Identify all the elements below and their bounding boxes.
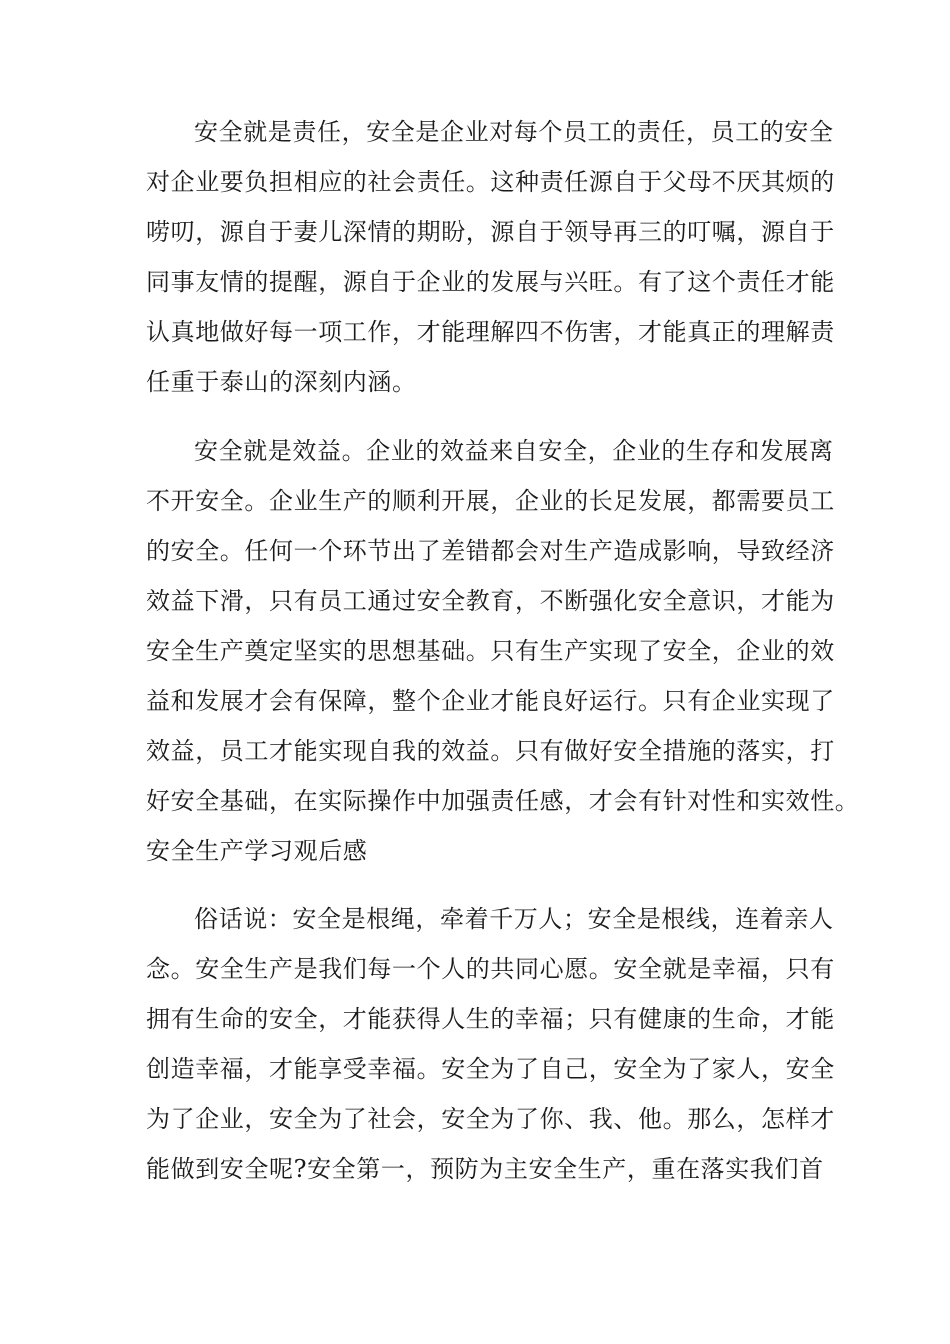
paragraph-1-line-2: 对企业要负担相应的社会责任。这种责任源自于父母不厌其烦的 [146,168,835,196]
paragraph-1-line-3: 唠叨，源自于妻儿深情的期盼，源自于领导再三的叮嘱，源自于 [146,218,835,246]
paragraph-2-line-2: 不开安全。企业生产的顺利开展，企业的长足发展，都需要员工 [146,487,835,515]
paragraph-1-line-4: 同事友情的提醒，源自于企业的发展与兴旺。有了这个责任才能 [146,268,835,296]
paragraph-2-line-3: 的安全。任何一个环节出了差错都会对生产造成影响，导致经济 [146,537,835,565]
paragraph-2-line-5: 安全生产奠定坚实的思想基础。只有生产实现了安全，企业的效 [146,637,835,665]
paragraph-3-line-2: 念。安全生产是我们每一个人的共同心愿。安全就是幸福，只有 [146,955,835,983]
paragraph-2-line-4: 效益下滑，只有员工通过安全教育，不断强化安全意识，才能为 [146,587,835,615]
paragraph-3-line-1: 俗话说：安全是根绳，牵着千万人；安全是根线，连着亲人 [194,905,834,933]
paragraph-2-line-8: 好安全基础，在实际操作中加强责任感，才会有针对性和实效性。 [146,787,860,815]
paragraph-2-line-7: 效益，员工才能实现自我的效益。只有做好安全措施的落实，打 [146,737,835,765]
paragraph-1-line-1: 安全就是责任，安全是企业对每个员工的责任，员工的安全 [194,118,834,146]
paragraph-3-line-4: 创造幸福，才能享受幸福。安全为了自己，安全为了家人，安全 [146,1055,835,1083]
paragraph-3-line-3: 拥有生命的安全，才能获得人生的幸福；只有健康的生命，才能 [146,1005,835,1033]
paragraph-2-line-1: 安全就是效益。企业的效益来自安全，企业的生存和发展离 [194,437,834,465]
paragraph-1-line-6: 任重于泰山的深刻内涵。 [146,368,417,396]
paragraph-1-line-5: 认真地做好每一项工作，才能理解四不伤害，才能真正的理解责 [146,318,835,346]
paragraph-2-line-6: 益和发展才会有保障，整个企业才能良好运行。只有企业实现了 [146,687,835,715]
paragraph-3-line-5: 为了企业，安全为了社会，安全为了你、我、他。那么，怎样才 [146,1105,835,1133]
paragraph-3-line-6: 能做到安全呢?安全第一，预防为主安全生产，重在落实我们首 [146,1155,824,1183]
section-heading: 安全生产学习观后感 [146,837,368,865]
